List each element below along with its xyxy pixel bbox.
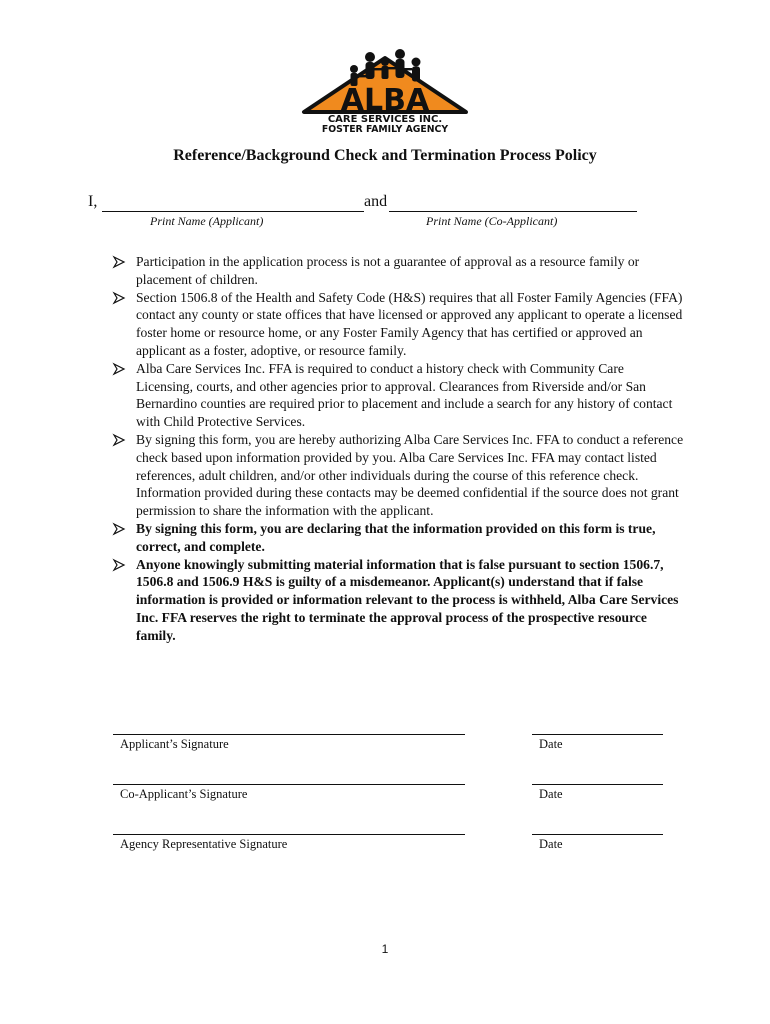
coapplicant-date-label: Date (539, 787, 563, 801)
document-title: Reference/Background Check and Termination Process Policy (173, 147, 597, 164)
agency-date-line[interactable] (532, 834, 663, 835)
applicant-signature-line[interactable] (113, 734, 465, 735)
agency-signature-line[interactable] (113, 834, 465, 835)
applicant-name-field[interactable] (102, 193, 364, 212)
arrowhead-bullet-icon (112, 556, 126, 574)
coapplicant-name-caption: Print Name (Co-Applicant) (426, 214, 558, 228)
arrowhead-bullet-icon (112, 289, 126, 307)
applicant-date-label: Date (539, 737, 563, 751)
logo-line2-text: FOSTER FAMILY AGENCY (321, 124, 449, 134)
name-row (88, 193, 648, 215)
policy-bullet (112, 289, 684, 360)
policy-bullet (112, 431, 684, 520)
policy-bullet-list (112, 253, 684, 645)
name-connector: and (364, 193, 388, 210)
logo-brand-text: ALBA (340, 83, 430, 118)
policy-bullet (112, 253, 684, 289)
policy-bullet-text: By signing this form, you are declaring that the information provided on this form is true, correct, and complete. (136, 520, 656, 554)
applicant-name-caption: Print Name (Applicant) (150, 214, 264, 228)
policy-bullet (112, 360, 684, 431)
policy-bullet (112, 556, 684, 645)
applicant-date-line[interactable] (532, 734, 663, 735)
policy-bullet-text: By signing this form, you are hereby authorizing Alba Care Services Inc. FFA to conduct a reference check based upon information provided by you. Alba Care Services Inc. FFA may contact listed references, adult children, and/or other individuals during the course of this reference check. Information provided during these contacts may be deemed confidential if the source does not grant permission to share the information with the applicant. (136, 431, 684, 519)
logo-line1-text: CARE SERVICES INC. (327, 114, 443, 125)
logo-graphic (292, 44, 478, 134)
agency-signature-label: Agency Representative Signature (120, 837, 288, 851)
policy-bullet-text: Alba Care Services Inc. FFA is required to conduct a history check with Community Care Licensing, courts, and other agencies prior to approval. Clearances from Riverside and/or San Bernardino counties are required prior to placement and include a search for any history of contact with Child Protective Services. (136, 360, 673, 430)
policy-bullet-text: Section 1506.8 of the Health and Safety Code (H&S) requires that all Foster Family Agencies (FFA) contact any county or state offices that have licensed or approved any applicant to operate a licensed foster home or resource home, or any Foster Family Agency that has certified or approved an applicant as a foster, adoptive, or resource family. (136, 289, 683, 358)
arrowhead-bullet-icon (112, 360, 126, 378)
arrowhead-bullet-icon (112, 431, 126, 449)
name-prefix: I, (88, 193, 98, 210)
policy-bullet-text: Anyone knowingly submitting material information that is false pursuant to section 1506.7, 1506.8 and 1506.9 H&S is guilty of a misdemeanor. Applicant(s) understand that if false information is provided or information relevant to the process is withheld, Alba Care Services Inc. FFA reserves the right to terminate the approval process of the prospective resource family. (136, 556, 679, 643)
coapplicant-name-field[interactable] (389, 193, 637, 212)
policy-bullet (112, 520, 684, 556)
coapplicant-signature-line[interactable] (113, 784, 465, 785)
agency-logo (292, 44, 478, 134)
arrowhead-bullet-icon (112, 253, 126, 271)
coapplicant-date-line[interactable] (532, 784, 663, 785)
agency-date-label: Date (539, 837, 563, 851)
applicant-signature-label: Applicant’s Signature (120, 737, 229, 751)
policy-bullet-text: Participation in the application process is not a guarantee of approval as a resource family or placement of children. (136, 254, 640, 287)
page-number: 1 (381, 942, 389, 956)
coapplicant-signature-label: Co-Applicant’s Signature (120, 787, 248, 801)
arrowhead-bullet-icon (112, 520, 126, 538)
